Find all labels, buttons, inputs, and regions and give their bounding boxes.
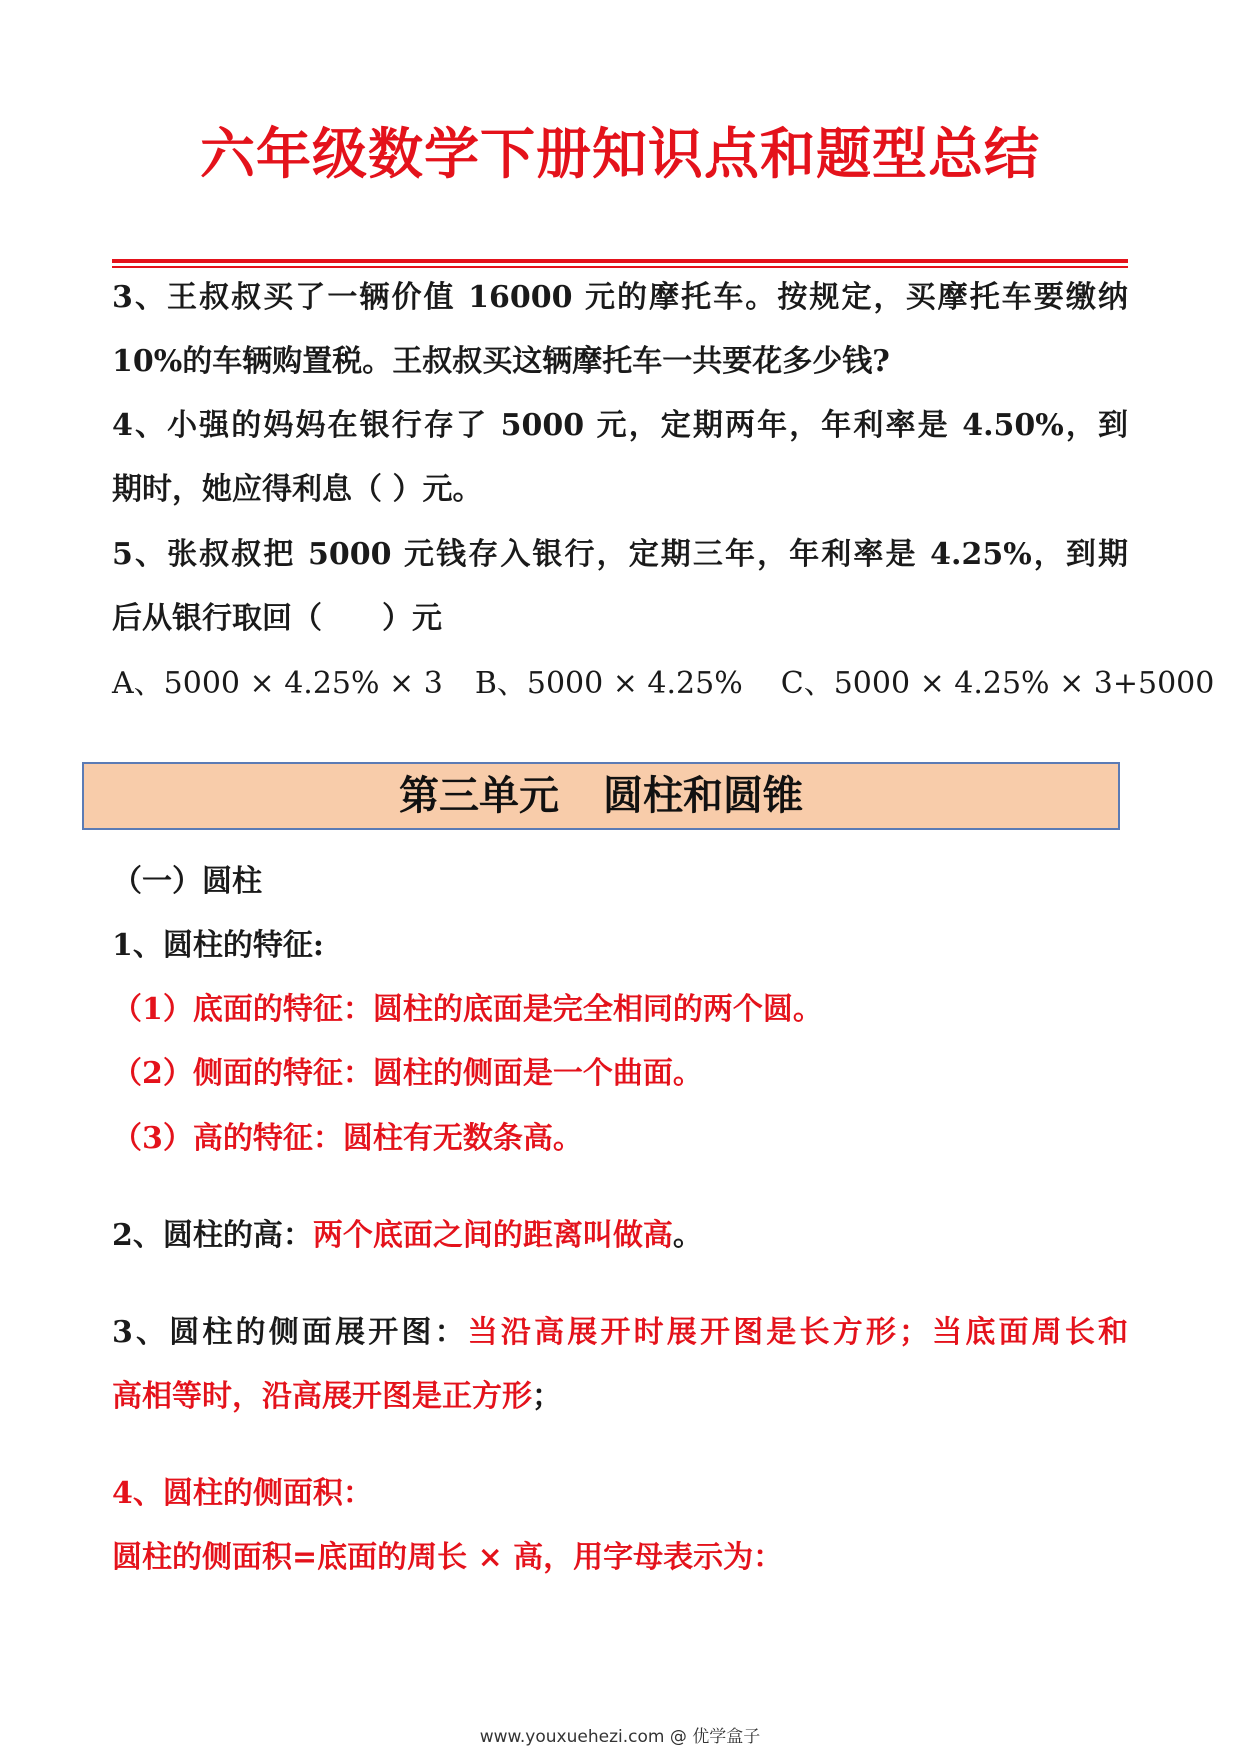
section-header <box>82 762 1120 830</box>
k2-line <box>112 1216 1128 1256</box>
footer-watermark: www.youxuehezi.com @ 优学盒子 <box>479 1727 761 1747</box>
problem-3-line-1: 3、王叔叔买了一辆价值 16000 元的摩托车。按规定，买摩托车要缴纳 <box>112 280 1128 315</box>
k3-text-1: 当沿高展开时展开图是长方形；当底面周长和 <box>467 1315 1129 1350</box>
k2-label: 2、圆柱的高： <box>112 1218 313 1253</box>
title-divider-thick <box>112 259 1128 263</box>
k3-line-1 <box>112 1313 1128 1353</box>
problem-4-line-2: 期时，她应得利息（ ）元。 <box>112 472 483 507</box>
section-unit: 第三单元 <box>399 773 559 819</box>
problem-5-line-1: 5、张叔叔把 5000 元钱存入银行，定期三年，年利率是 4.25%，到期 <box>112 537 1128 572</box>
problem-4-line-1: 4、小强的妈妈在银行存了 5000 元，定期两年，年利率是 4.50%，到 <box>112 408 1128 443</box>
document-title: 六年级数学下册知识点和题型总结 <box>199 122 1040 186</box>
k1-item-1: （1）底面的特征：圆柱的底面是完全相同的两个圆。 <box>112 992 823 1027</box>
k1-heading: 1、圆柱的特征: <box>112 928 324 963</box>
k2-text: 两个底面之间的距离叫做高 <box>312 1218 673 1253</box>
section-name: 圆柱和圆锥 <box>603 773 803 819</box>
problem-5-line-2: 后从银行取回（ ）元 <box>112 601 442 636</box>
problem-5-options <box>112 664 1215 704</box>
k3-end: ； <box>532 1379 562 1414</box>
option-b: B、5000 × 4.25% <box>474 666 743 701</box>
k1-item-2: （2）侧面的特征：圆柱的侧面是一个曲面。 <box>112 1056 703 1091</box>
option-a: A、5000 × 4.25% × 3 <box>112 666 443 701</box>
k3-line-2 <box>112 1377 1128 1417</box>
k4-formula: 圆柱的侧面积=底面的周长 × 高，用字母表示为： <box>112 1540 784 1575</box>
option-c: C、5000 × 4.25% × 3+5000 <box>780 666 1215 701</box>
title-divider-thin <box>112 266 1128 268</box>
k4-heading: 4、圆柱的侧面积： <box>112 1476 373 1511</box>
k3-label: 3、圆柱的侧面展开图： <box>112 1315 468 1350</box>
problem-3-line-2: 10%的车辆购置税。王叔叔买这辆摩托车一共要花多少钱? <box>112 344 890 379</box>
k1-item-3: （3）高的特征：圆柱有无数条高。 <box>112 1121 583 1156</box>
k2-end: 。 <box>672 1218 703 1253</box>
k3-text-2: 高相等时，沿高展开图是正方形 <box>112 1379 532 1414</box>
subsection-title: （一）圆柱 <box>112 864 262 899</box>
